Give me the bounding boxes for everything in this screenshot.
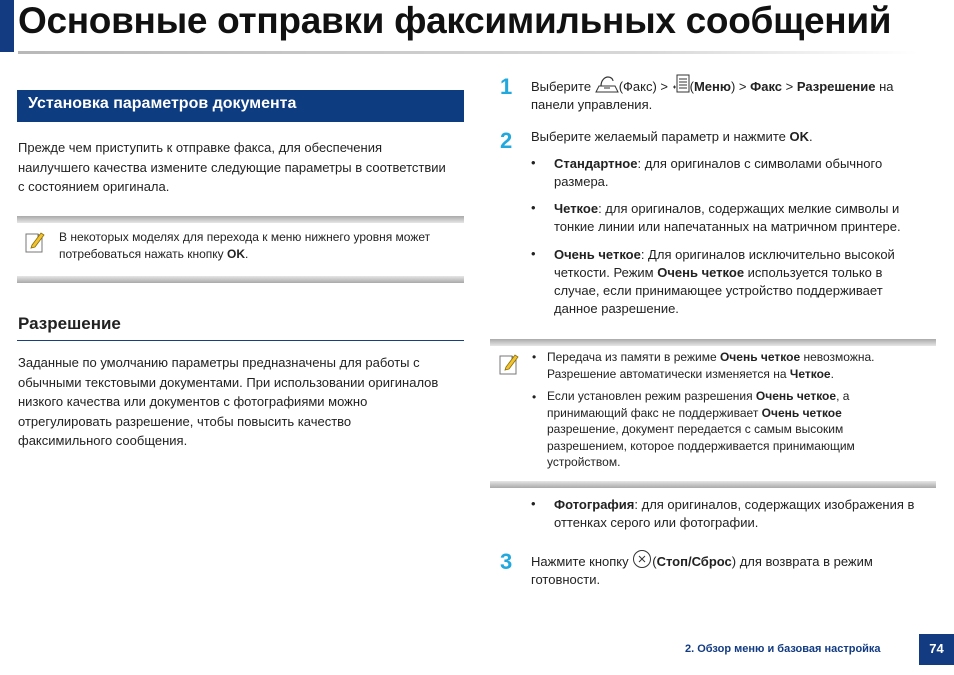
intro-line: Прежде чем приступить к отправке факса, для обеспечения <box>18 140 382 155</box>
page-number: 74 <box>919 634 954 665</box>
note-bullet: • <box>532 390 537 404</box>
option-superfine: Очень четкое: Для оригиналов исключительно высокой четкости. Режим Очень четкое используется только в случае, если принимающее устройство поддерживает данное разрешение. <box>554 247 895 316</box>
step-1-number: 1 <box>500 74 513 99</box>
note-item-1: Передача из памяти в режиме Очень четкое невозможна. Разрешение автоматически изменяется на Четкое. <box>547 350 875 381</box>
note-item-2: Если установлен режим разрешения Очень четкое, а принимающий факс не поддерживает Очень четкое разрешение, документ передается с самым высоким разрешением, которое поддерживается принимающим устройством. <box>547 389 855 469</box>
resolution-line: низкого качества или документов с фотографиями можно <box>18 394 368 409</box>
step-3-text: Нажмите кнопку (Стоп/Сброс) для возврата в режим готовности. <box>531 549 951 589</box>
option-photo: Фотография: для оригиналов, содержащих изображения в оттенках серого или фотографии. <box>554 497 915 530</box>
subsection-rule <box>17 340 464 341</box>
resolution-line: отрегулировать разрешение, чтобы повысить качество <box>18 413 352 429</box>
note-bullet: • <box>532 350 537 364</box>
intro-line: наилучшего качества измените следующие параметры в соответствии <box>18 159 446 175</box>
title-rule <box>18 51 918 54</box>
note-pencil-icon <box>498 352 520 376</box>
resolution-line: факсимильного сообщения. <box>18 433 188 448</box>
title-accent-bar <box>0 0 14 52</box>
stop-clear-icon <box>632 549 652 569</box>
section-header <box>17 90 464 122</box>
note-text-left: В некоторых моделях для перехода к меню нижнего уровня может потребоваться нажать кнопку OK. <box>59 230 431 261</box>
step-1-text: Выберите (Факс) > (Меню) > Факс > Разрешение на панели управления. <box>531 74 951 114</box>
subsection-title: Разрешение <box>18 314 121 333</box>
option-fine: Четкое: для оригиналов, содержащих мелкие символы и тонкие линии или напечатанных на матричном принтере. <box>554 201 901 234</box>
menu-icon <box>672 74 690 94</box>
section-title: Установка параметров документа <box>28 95 297 112</box>
intro-line: с состоянием оригинала. <box>18 179 170 194</box>
option-standard: Стандартное: для оригиналов с символами обычного размера. <box>554 156 883 189</box>
step-2-number: 2 <box>500 128 513 153</box>
intro-paragraph <box>18 138 468 197</box>
step-2-text: Выберите желаемый параметр и нажмите OK. <box>531 129 813 144</box>
note-box-left <box>17 216 464 283</box>
note-pencil-icon <box>24 230 46 254</box>
resolution-line: Заданные по умолчанию параметры предназначены для работы с <box>18 355 420 370</box>
bullet: • <box>531 496 536 511</box>
page-title: Основные отправки факсимильных сообщений <box>18 0 892 41</box>
resolution-line: обычными текстовыми документами. При использовании оригиналов <box>18 374 439 390</box>
step-3-number: 3 <box>500 549 513 574</box>
resolution-paragraph <box>18 353 468 451</box>
note-box-right <box>490 339 936 488</box>
bullet: • <box>531 155 536 170</box>
bullet: • <box>531 246 536 261</box>
fax-icon <box>595 76 619 94</box>
bullet: • <box>531 200 536 215</box>
footer-chapter-label: 2. Обзор меню и базовая настройка <box>685 643 881 655</box>
